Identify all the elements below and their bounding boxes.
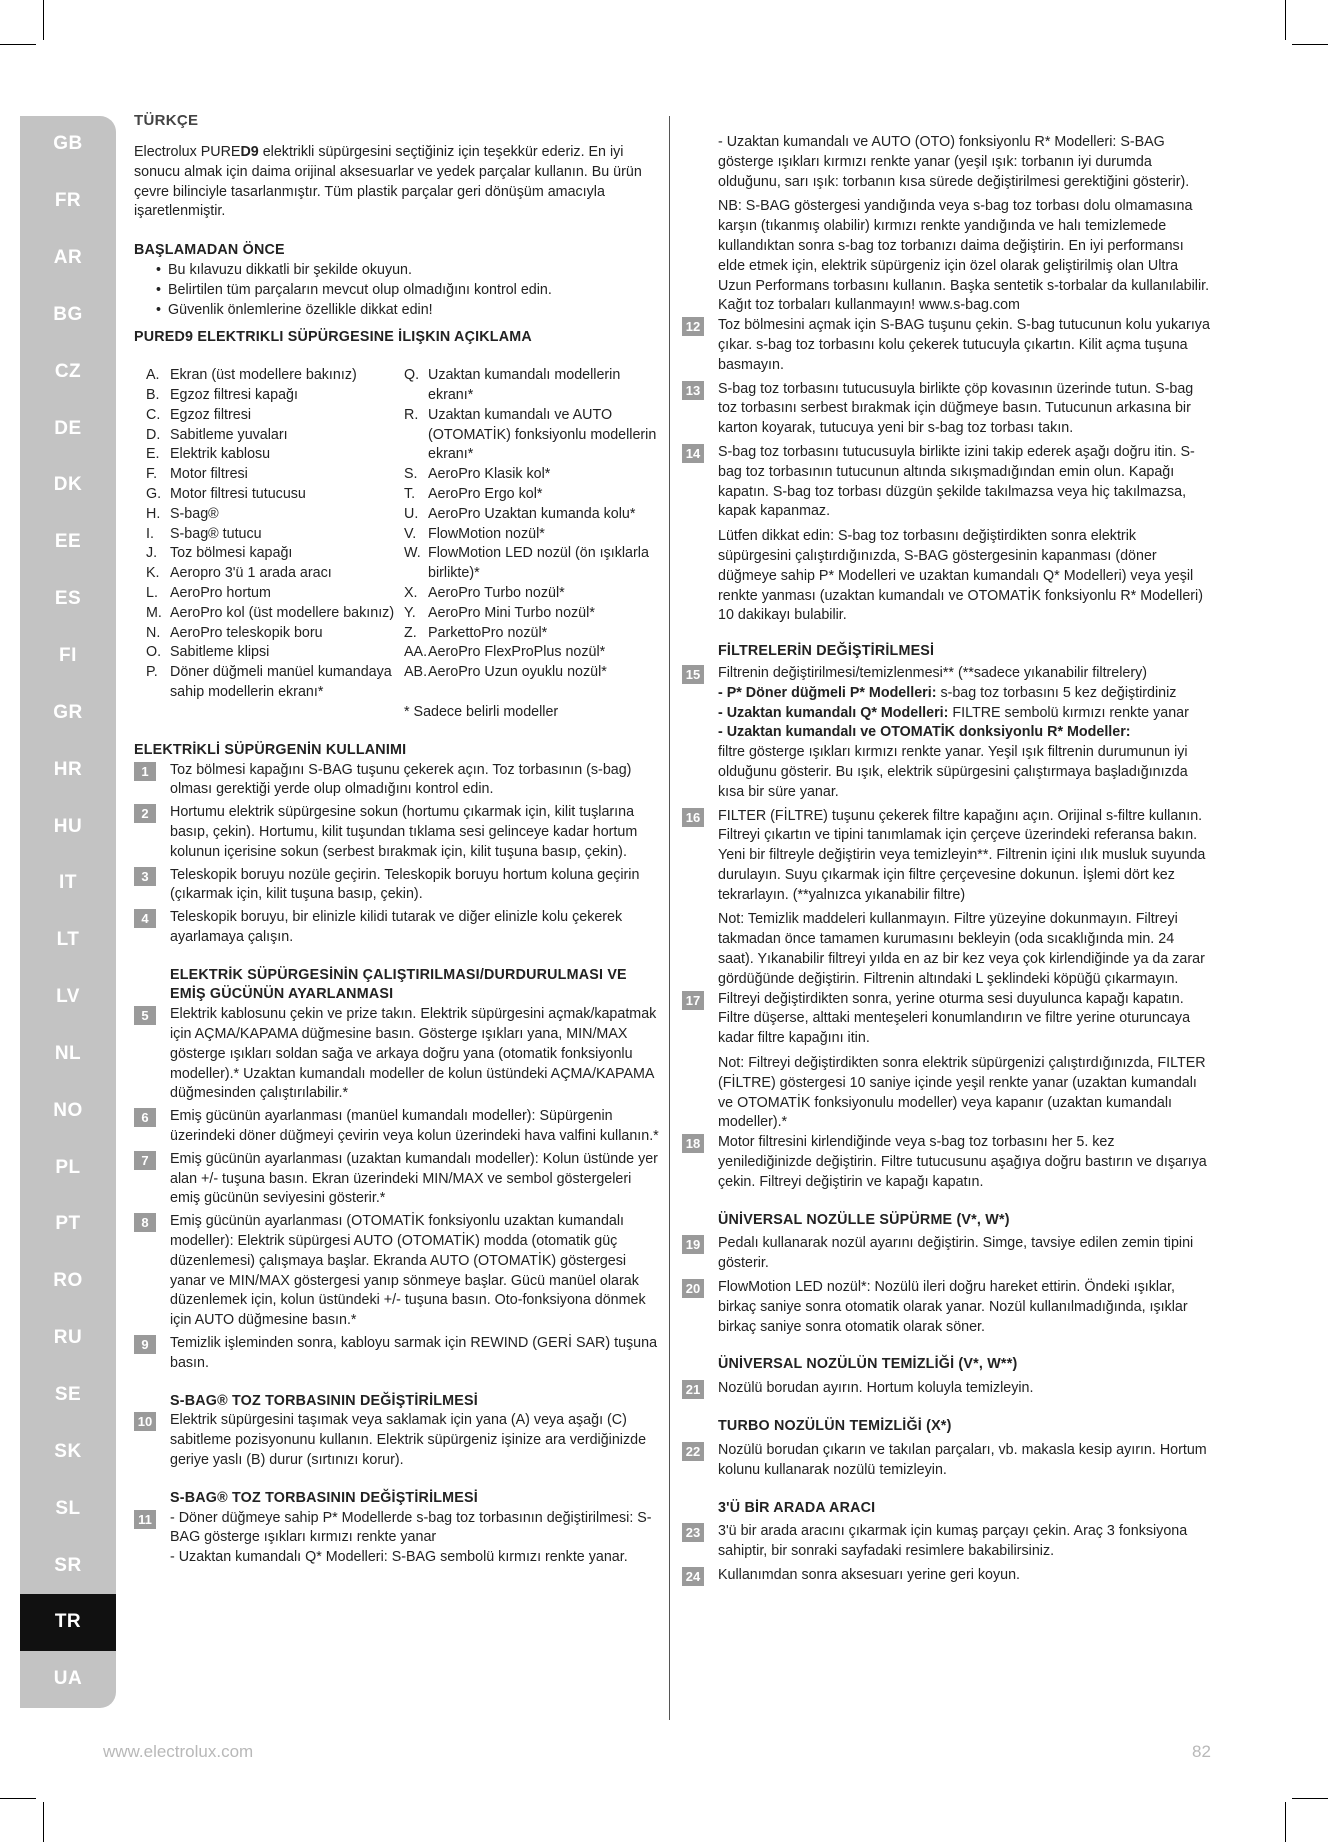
part-item: T. AeroPro Ergo kol*	[404, 485, 543, 502]
step-7: 7 Emiş gücünün ayarlanması (uzaktan kumandalı modeller): Kolun üstünde yer alan +/- tuşuna basın. Ekran üzerindeki MIN/MAX ve sembol göstergeleri emiş gücünün seviyesini gösterir.*	[134, 1150, 662, 1209]
part-item: N. AeroPro teleskopik boru	[146, 624, 323, 641]
step-21: 21 Nozülü borudan ayırın. Hortum koluyla temizleyin.	[682, 1379, 1212, 1399]
part-item: H. S-bag®	[146, 505, 219, 522]
language-tab-tr: TR	[20, 1594, 116, 1651]
part-item: A. Ekran (üst modellere bakınız)	[146, 367, 357, 384]
left-column	[134, 112, 662, 1568]
language-tab-lv: LV	[56, 986, 80, 1008]
language-tab-gb: GB	[53, 133, 83, 155]
language-tab-ru: RU	[53, 1327, 83, 1349]
step-22: 22 Nozülü borudan çıkarın ve takılan parçaları, vb. makasla kesip ayırın. Hortum kolunu kullanarak nozülü temizleyin.	[682, 1441, 1212, 1481]
step-9: 9 Temizlik işleminden sonra, kabloyu sarmak için REWIND (GERİ SAR) tuşuna basın.	[134, 1334, 662, 1374]
part-item: O. Sabitleme klipsi	[146, 644, 270, 661]
language-tab-pt: PT	[55, 1213, 81, 1235]
part-item: F. Motor filtresi	[146, 466, 248, 483]
step-4: 4 Teleskopik boruyu, bir elinizle kilidi tutarak ve diğer elinizle kolu çekerek ayarlamaya çalışın.	[134, 908, 662, 948]
page-title: TÜRKÇE	[134, 112, 199, 129]
language-tab-cz: CZ	[54, 360, 82, 382]
language-tab-ro: RO	[53, 1270, 83, 1292]
part-item: D. Sabitleme yuvaları	[146, 426, 288, 443]
part-item: J. Toz bölmesi kapağı	[146, 545, 293, 562]
part-item: P. Döner düğmeli manüel kumandaya sahip modellerin ekranı*	[146, 664, 392, 700]
language-tab-lt: LT	[56, 929, 80, 951]
language-tab-sk: SK	[54, 1440, 82, 1462]
crop-mark	[0, 44, 36, 45]
language-tab-hu: HU	[53, 815, 83, 837]
universal-heading: ÜNİVERSAL NOZÜLLE SÜPÜRME (V*, W*)	[718, 1211, 1010, 1228]
before-list	[156, 261, 662, 320]
list-item: • Belirtilen tüm parçaların mevcut olup olmadığını kontrol edin.	[156, 281, 662, 301]
step-1: 1 Toz bölmesi kapağını S-BAG tuşunu çekerek açın. Toz torbasının (s-bag) olması gerektiği yerde olup olmadığını kontrol edin.	[134, 761, 662, 801]
part-item: R. Uzaktan kumandalı ve AUTO (OTOMATİK) fonksiyonlu modellerin ekranı*	[404, 406, 657, 463]
language-tab-sr: SR	[54, 1554, 82, 1576]
part-item: E. Elektrik kablosu	[146, 446, 271, 463]
part-item: L. AeroPro hortum	[146, 584, 271, 601]
language-tab-hr: HR	[53, 758, 83, 780]
language-sidebar	[20, 116, 116, 1708]
step-23: 23 3'ü bir arada aracını çıkarmak için kumaş parçayı çekin. Araç 3 fonksiyona sahiptir, bir sonraki sayfadaki resimlere bakabilirsiniz.	[682, 1522, 1212, 1562]
part-item: B. Egzoz filtresi kapağı	[146, 386, 298, 403]
step-15: 15 Filtrenin değiştirilmesi/temizlenmesi** (**sadece yıkanabilir filtrelery) - P* Döner düğmeli P* Modelleri: s-bag toz torbasını 5 kez değiştirdiniz - Uzaktan kumandalı Q* Modelleri: FILTRE sembolü kırmızı renkte yanar - Uzaktan kumandalı ve OTOMATİK donksiyonlu R* Modeller: filtre gösterge ışıkları kırmızı renkte yanar. Yeşil ışık filtrenin durumunun iyi olduğunu gösterir. Bu ışık, elektrik süpürgesini çalıştırmaya başladığınızda kısa bir süre yanar.	[682, 664, 1212, 803]
part-item: Z. ParkettoPro nozül*	[404, 624, 548, 641]
part-item: W. FlowMotion LED nozül (ön ışıklarla birlikte)*	[404, 545, 649, 582]
filters-heading: FİLTRELERİN DEĞİŞTİRİLMESİ	[718, 643, 935, 660]
part-item: Y. AeroPro Mini Turbo nozül*	[404, 604, 595, 621]
step-18: 18 Motor filtresini kirlendiğinde veya s-bag toz torbasını her 5. kez yenilediğinizde değiştirin. Filtre tutucusunu aşağıya doğru bastırın ve dışarıya çekin. Filtreyi değiştirin ve kapağı kapatın.	[682, 1133, 1212, 1192]
list-item: • Bu kılavuzu dikkatli bir şekilde okuyun.	[156, 261, 662, 281]
crop-mark	[43, 1802, 44, 1842]
language-tab-sl: SL	[55, 1497, 81, 1519]
language-tab-pl: PL	[55, 1156, 81, 1178]
language-tab-ua: UA	[53, 1668, 83, 1690]
part-item: V. FlowMotion nozül*	[404, 525, 545, 542]
before-heading: BAŞLAMADAN ÖNCE	[134, 242, 285, 259]
step-3: 3 Teleskopik boruyu nozüle geçirin. Teleskopik boruyu hortum koluna geçirin (çıkarmak için, kilit tuşuna basıp, çekin).	[134, 866, 662, 906]
step-6: 6 Emiş gücünün ayarlanması (manüel kumandalı modeller): Süpürgenin üzerindeki döner düğmeyi çevirin veya kolun üzerindeki hava valfini kullanın.*	[134, 1107, 662, 1147]
crop-mark	[0, 1798, 36, 1799]
language-tab-ar: AR	[53, 247, 83, 269]
step-16-note: Not: Temizlik maddeleri kullanmayın. Filtre yüzeyine dokunmayın. Filtreyi takmadan önce tamamen kurumasını bekleyin (oda sıcaklığında min. 24 saat). Yıkanabilir filtreyi yılda en az bir kez veya çok kirlendiğinde ya da zarar gördüğünde değiştirin. Filtrenin altındaki L şeklindeki köpüğü çıkarmayın.	[718, 911, 1205, 987]
part-item: K. Aeropro 3'ü 1 arada aracı	[146, 565, 332, 582]
crop-mark	[43, 0, 44, 40]
step-16: 16 FILTER (FİLTRE) tuşunu çekerek filtre kapağını açın. Orijinal s-filtre kullanın. Filtreyi çıkartın ve tipini tanımlamak için çerçeve üzerindeki referansa bakın. Yeni bir filtreyle değiştirin veya temizleyin**. Filtrenin içini ılık musluk suyunda durulayın. Suyu çıkarmak için filtre çerçevesine dokunun. İşlemi dört kez tekrarlayın. (**yalnızca yıkanabilir filtre)	[682, 807, 1212, 906]
parts-column-right	[404, 366, 662, 723]
part-item: X. AeroPro Turbo nozül*	[404, 584, 565, 601]
sbag-heading-1: S-BAG® TOZ TORBASININ DEĞİŞTİRİLMESİ	[170, 1392, 478, 1409]
part-item: S. AeroPro Klasik kol*	[404, 466, 551, 483]
step-2: 2 Hortumu elektrik süpürgesine sokun (hortumu çıkarmak için, kilit tuşlarına basıp, çekin). Hortumu, kilit tuşundan tıklama sesi gelinceye kadar hortum kolunun içerisine sokun (serbest bırakmak için, kilit tuşuna basıp, çekin).	[134, 803, 662, 862]
step-19: 19 Pedalı kullanarak nozül ayarını değiştirin. Simge, tavsiye edilen zemin tipini gösterir.	[682, 1234, 1212, 1274]
part-item: Q. Uzaktan kumandalı modellerin ekranı*	[404, 367, 621, 403]
crop-mark	[1285, 1802, 1286, 1842]
use-heading: ELEKTRİKLİ SÜPÜRGENİN KULLANIMI	[134, 741, 407, 758]
description-heading: PURED9 ELEKTRIKLI SÜPÜRGESINE İLIŞKIN AÇIKLAMA	[134, 329, 532, 346]
step-11-note: NB: S-BAG göstergesi yandığında veya s-bag toz torbası dolu olmamasına karşın (tıkanmış olabilir) kırmızı renkte yandığında ve halı temizlemede kullandıktan sonra s-bag toz torbanızı daima değiştirin. En iyi performansı elde etmek için, elektrik süpürgeniz için özel olarak geliştirilmiş olan Ultra Uzun Performans torbasını kullanın. Başka sentetik s-torbalar da kullanılabilir. Kağıt toz torbaları kullanmayın! www.s-bag.com	[718, 198, 1210, 314]
sbag-heading-2: S-BAG® TOZ TORBASININ DEĞİŞTİRİLMESİ	[170, 1489, 478, 1506]
step-17: 17 Filtreyi değiştirdikten sonra, yerine oturma sesi duyulunca kapağı kapatın. Filtre düşerse, alttaki menteşeleri konumlandırın ve filtre yerine oturuncaya kadar filtre kapağını itin.	[682, 990, 1212, 1049]
language-tab-dk: DK	[53, 474, 83, 496]
language-tab-it: IT	[59, 872, 77, 894]
part-item: G. Motor filtresi tutucusu	[146, 485, 306, 502]
step-8: 8 Emiş gücünün ayarlanması (OTOMATİK fonksiyonlu uzaktan kumandalı modeller): Elektrik süpürgesi AUTO (OTOMATİK) modda (otomatik güç düzenlemesi) çalışmaya başlar. Ekranda AUTO (OTOMATİK) göstergesi yanar ve MIN/MAX göstergesi yanıp sönmeye başlar. Gücü manüel olarak düzenlemek için, kolun üstündeki +/- tuşuna basın. Oto-fonksiyona dönmek için AUTO düğmesine basın.*	[134, 1212, 662, 1331]
right-column	[682, 133, 1212, 1586]
column-divider	[669, 116, 670, 1720]
footer-url: www.electrolux.com	[103, 1742, 254, 1761]
part-item: C. Egzoz filtresi	[146, 406, 252, 423]
language-tab-bg: BG	[53, 303, 83, 325]
language-tab-nl: NL	[54, 1042, 82, 1064]
tool-heading: 3'Ü BİR ARADA ARACI	[718, 1499, 876, 1516]
step-10: 10 Elektrik süpürgesini taşımak veya saklamak için yana (A) veya aşağı (C) sabitleme pozisyonunu kullanın. Elektrik süpürgeniz işinize ara verdiğinizde geriye yaslı (B) durur (sırtınızı korur).	[134, 1411, 662, 1470]
language-tab-se: SE	[54, 1383, 82, 1405]
parts-note: * Sadece belirli modeller	[404, 703, 559, 720]
step-12: 12 Toz bölmesini açmak için S-BAG tuşunu çekin. S-bag tutucunun kolu yukarıya çıkar. s-bag toz torbasını kolu çekerek tutucuyla çıkartın. Kilit açma tuşuna basmayın.	[682, 316, 1212, 375]
language-tab-fi: FI	[59, 645, 77, 667]
page-number: 82	[1192, 1742, 1211, 1761]
step-13: 13 S-bag toz torbasını tutucusuyla birlikte çöp kovasının üzerinde tutun. S-bag toz torbasını serbest bırakmak için düğmeye basın. Tutucunun arkasına bir karton koyarak, tutucuya yeni bir s-bag toz torbası takın.	[682, 380, 1212, 439]
language-tab-fr: FR	[54, 190, 82, 212]
step-14-note: Lütfen dikkat edin: S-bag toz torbasını değiştirdikten sonra elektrik süpürgesini çalıştırdığınızda, S-BAG göstergesinin kapanması (döner düğmeye sahip P* Modelleri ve uzaktan kumandalı Q* Modelleri) veya yeşil renkte yanması (uzaktan kumandalı ve OTOMATİK fonksiyonlu R* Modelleri) 10 dakikayı bulabilir.	[718, 528, 1203, 624]
step-14: 14 S-bag toz torbasını tutucusuyla birlikte izini takip ederek aşağı doğru itin. S-bag toz torbasının tutucunun altında sıkışmadığından emin olun. Kapağı kapatın. S-bag toz torbası düzgün şekilde takılmazsa veya hiç takılmazsa, kapak kapanmaz.	[682, 443, 1212, 522]
part-item: I. S-bag® tutucu	[146, 525, 262, 542]
language-tab-de: DE	[54, 417, 82, 439]
list-item: • Güvenlik önlemlerine özellikle dikkat edin!	[156, 301, 662, 321]
turbo-heading: TURBO NOZÜLÜN TEMİZLİĞİ (X*)	[718, 1418, 952, 1435]
intro-paragraph: Electrolux PURED9 elektrikli süpürgesini seçtiğiniz için teşekkür ederiz. En iyi sonucu almak için daima orijinal aksesuarlar ve yedek parçalar kullanın. Bu ürün çevre bilinciyle tasarlanmıştır. Tüm plastik parçalar geri dönüşüm amacıyla işaretlenmiştir.	[134, 144, 642, 220]
language-tab-ee: EE	[54, 531, 82, 553]
step-5: 5 Elektrik kablosunu çekin ve prize takın. Elektrik süpürgesini açmak/kapatmak için AÇMA/KAPAMA düğmesine basın. Gösterge ışıkları yana, MIN/MAX gösterge ışıkları soldan sağa ve arkaya doğru yana (otomatik fonksiyonlu modeller).* Uzaktan kumandalı modeller de kolun üstündeki AÇMA/KAPAMA düğmesinden çalıştırılabilir.*	[134, 1005, 662, 1104]
part-item: AB. AeroPro Uzun oyuklu nozül*	[404, 664, 607, 681]
parts-column-left	[146, 366, 404, 723]
part-item: M. AeroPro kol (üst modellere bakınız)	[146, 604, 395, 621]
crop-mark	[1285, 0, 1286, 40]
universal-clean-heading: ÜNİVERSAL NOZÜLÜN TEMİZLİĞİ (V*, W**)	[718, 1356, 1018, 1373]
operation-heading: ELEKTRİK SÜPÜRGESİNİN ÇALIŞTIRILMASI/DURDURULMASI VE EMİŞ GÜCÜNÜN AYARLANMASI	[170, 966, 627, 1003]
crop-mark	[1292, 44, 1328, 45]
step-17-note: Not: Filtreyi değiştirdikten sonra elektrik süpürgenizi çalıştırdığınızda, FILTER (FİLTRE) göstergesi 10 saniye içinde yeşil renkte yanar (uzaktan kumandalı ve OTOMATİK fonksiyonulu modeller) veya kapanır (uzaktan kumandalı modeller).*	[718, 1055, 1206, 1131]
step-24: 24 Kullanımdan sonra aksesuarı yerine geri koyun.	[682, 1566, 1212, 1586]
step-20: 20 FlowMotion LED nozül*: Nozülü ileri doğru hareket ettirin. Öndeki ışıklar, birkaç saniye sonra otomatik olarak yanar. Nozül kullanılmadığında, ışıklar birkaç saniye sonra otomatik olarak söner.	[682, 1278, 1212, 1337]
language-tab-es: ES	[54, 588, 82, 610]
part-item: AA. AeroPro FlexProPlus nozül*	[404, 644, 606, 661]
step-11: 11 - Döner düğmeye sahip P* Modellerde s-bag toz torbasının değiştirilmesi: S-BAG gösterge ışıkları kırmızı renkte yanar - Uzaktan kumandalı Q* Modelleri: S-BAG sembolü kırmızı renkte yanar.	[134, 1509, 662, 1568]
language-tab-no: NO	[53, 1099, 83, 1121]
parts-list	[134, 366, 662, 723]
crop-mark	[1292, 1798, 1328, 1799]
part-item: U. AeroPro Uzaktan kumanda kolu*	[404, 505, 636, 522]
step-11-cont: - Uzaktan kumandalı ve AUTO (OTO) fonksiyonlu R* Modelleri: S-BAG gösterge ışıkları kırmızı renkte yanar (yeşil ışık: torbanın iyi durumda olduğunu, sarı ışık: torbanın kısa sürede değiştirilmesi gerektiğini gösterir).	[718, 134, 1190, 190]
language-tab-gr: GR	[53, 701, 83, 723]
